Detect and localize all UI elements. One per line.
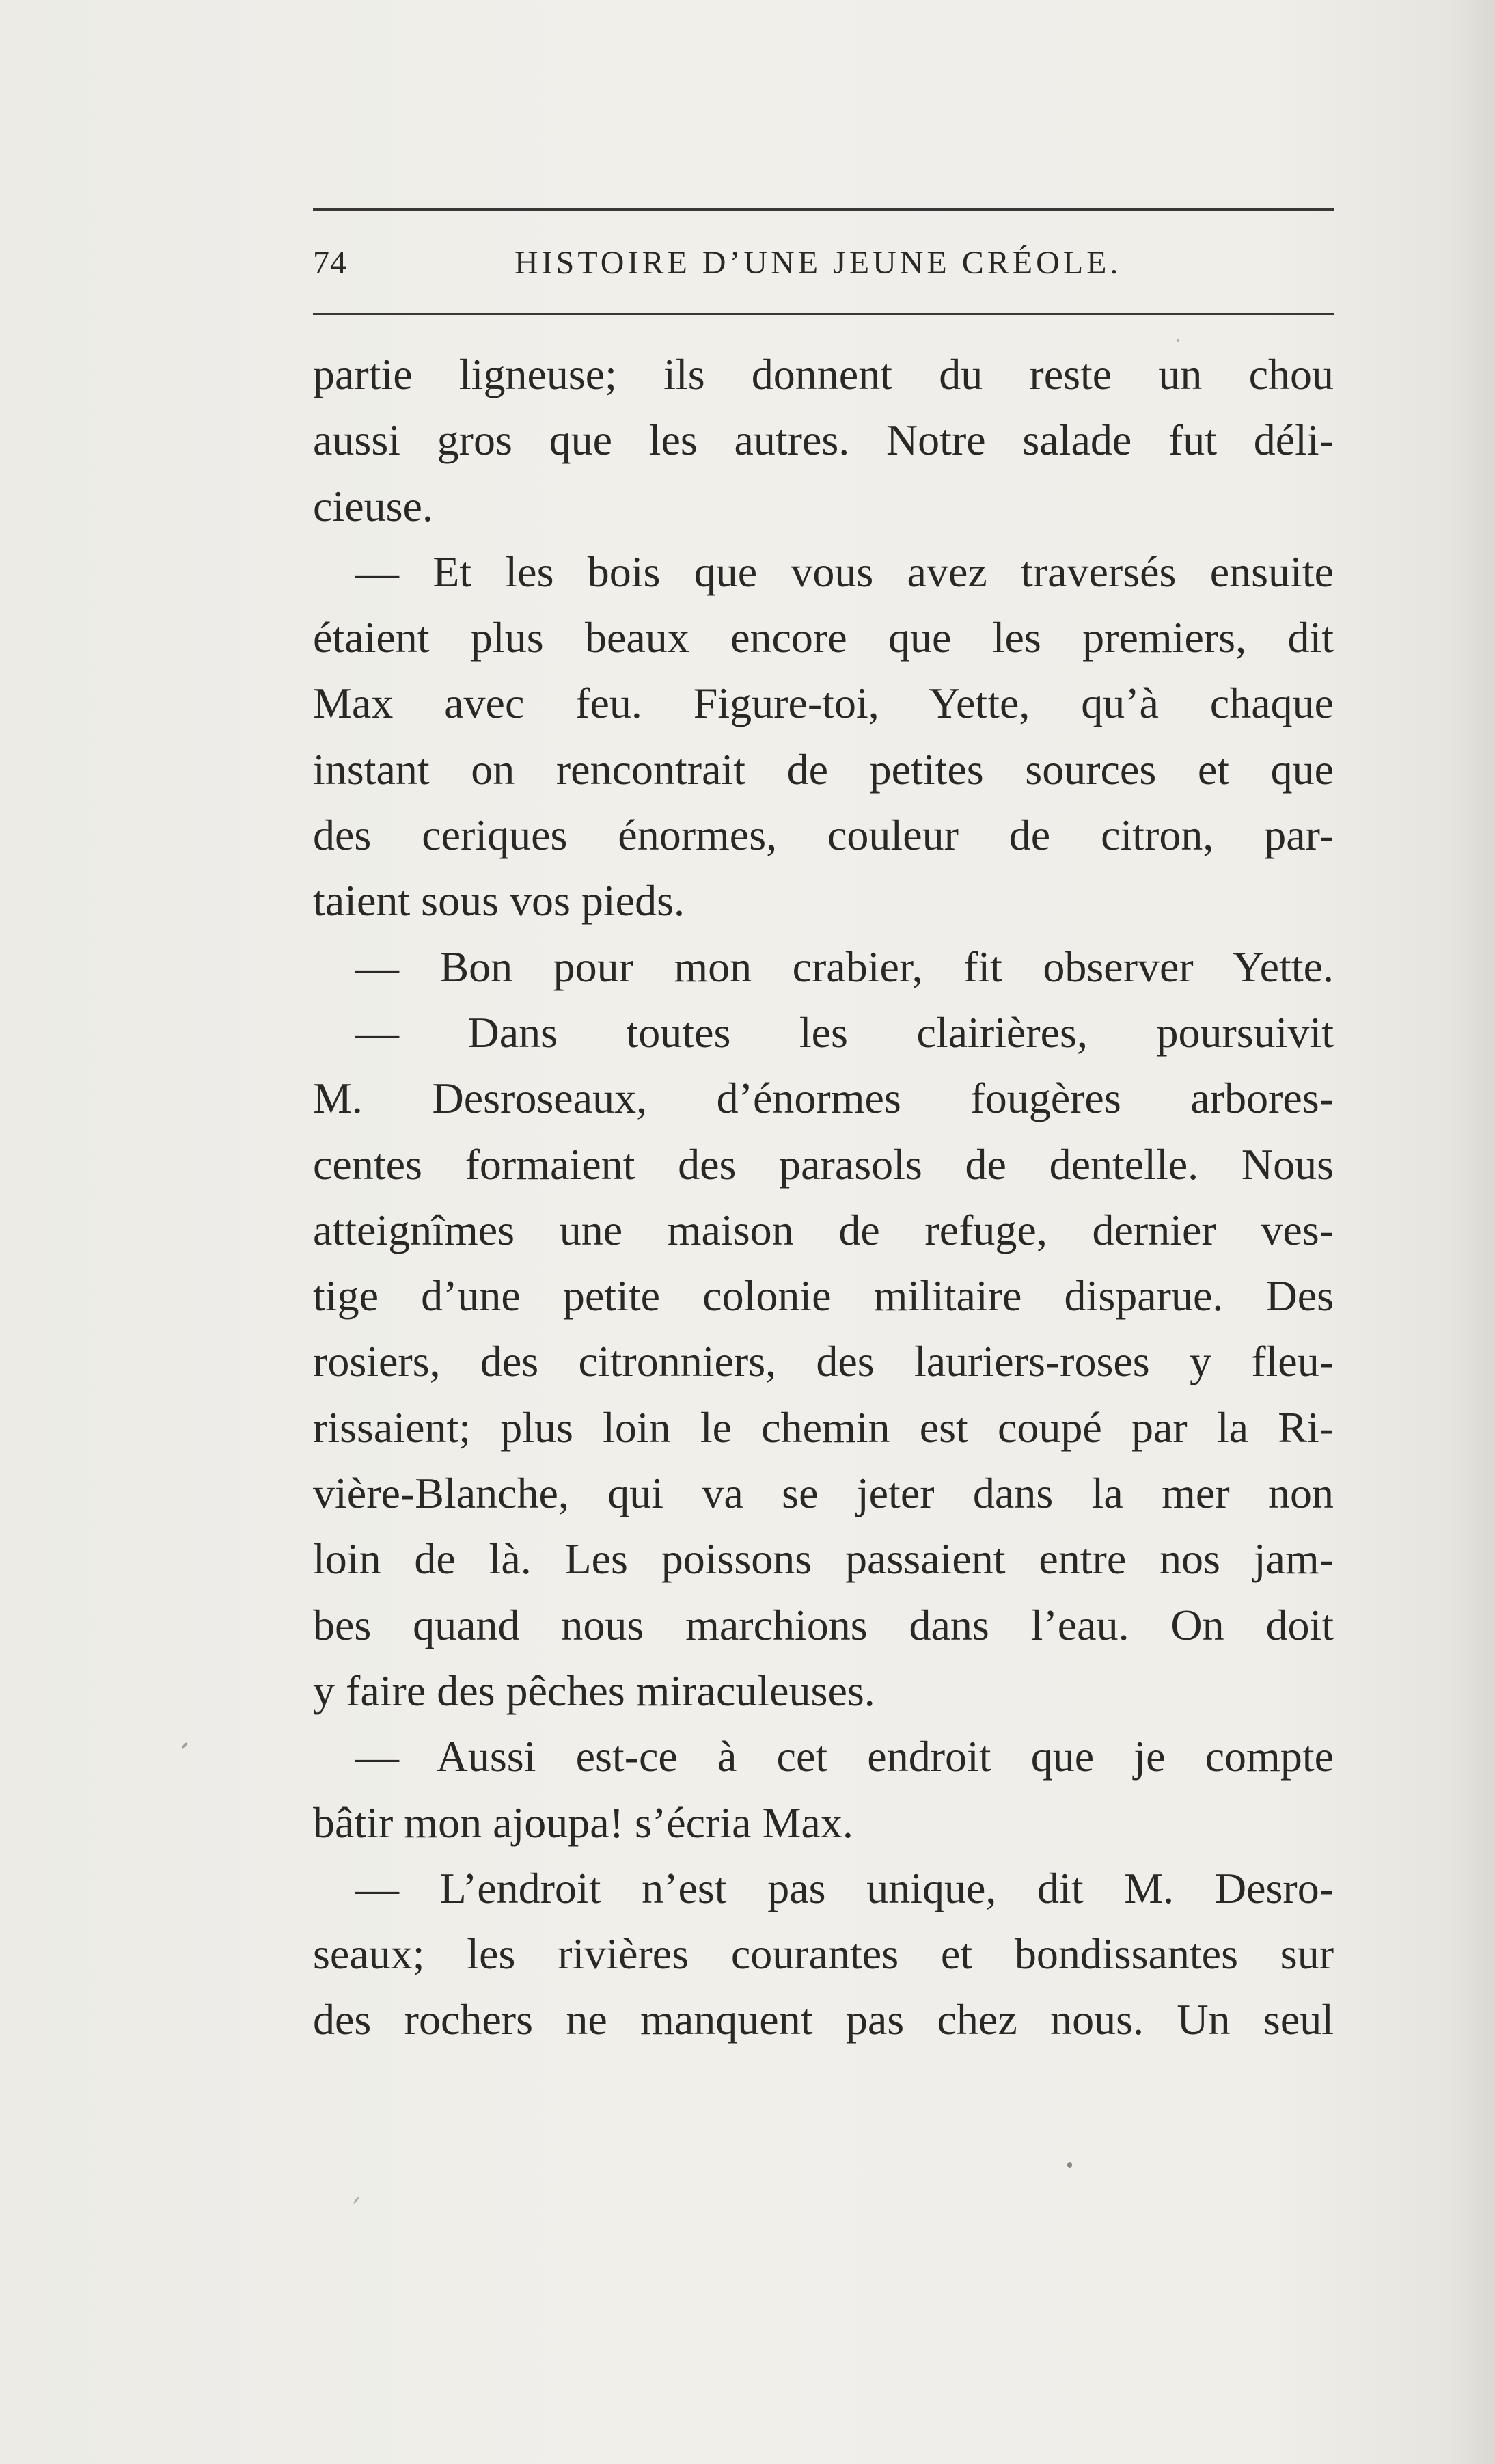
text-line: y faire des pêches miraculeuses. xyxy=(313,1666,875,1715)
text-line: — Bon pour mon crabier, fit observer Yette. xyxy=(355,942,1334,991)
header-rule-top xyxy=(313,208,1334,211)
text-line: — Dans toutes les clairières, poursuivit xyxy=(355,1007,1334,1057)
page-number: 74 xyxy=(313,245,347,281)
paper-speck xyxy=(353,2196,359,2204)
text-line: étaient plus beaux encore que les premiers, dit xyxy=(313,613,1334,662)
text-line: centes formaient des parasols de dentelle. Nous xyxy=(313,1139,1334,1189)
text-line: seaux; les rivières courantes et bondissantes sur xyxy=(313,1930,1334,1979)
header-rule-bottom xyxy=(313,313,1334,315)
text-line: rissaient; plus loin le chemin est coupé par la Ri- xyxy=(313,1403,1334,1452)
text-line: des rochers ne manquent pas chez nous. Un seul xyxy=(313,1995,1334,2044)
text-line: vière-Blanche, qui va se jeter dans la mer non xyxy=(313,1469,1334,1518)
paper-speck xyxy=(181,1742,189,1750)
body-text xyxy=(313,342,1334,2053)
text-line: instant on rencontrait de petites sources et que xyxy=(313,744,1334,794)
text-line: aussi gros que les autres. Notre salade fut déli- xyxy=(313,416,1334,465)
text-line: rosiers, des citronniers, des lauriers-roses y fleu- xyxy=(313,1337,1334,1386)
text-line: bes quand nous marchions dans l’eau. On doit xyxy=(313,1600,1334,1649)
text-line: M. Desroseaux, d’énormes fougères arbores- xyxy=(313,1074,1334,1123)
text-line: loin de là. Les poissons passaient entre nos jam- xyxy=(313,1534,1334,1584)
text-line: taient sous vos pieds. xyxy=(313,876,685,925)
paper-speck xyxy=(1067,2162,1072,2168)
paper-speck xyxy=(1177,339,1179,342)
text-line: Max avec feu. Figure-toi, Yette, qu’à chaque xyxy=(313,679,1334,728)
text-line: atteignîmes une maison de refuge, dernier ves- xyxy=(313,1205,1334,1254)
running-title: HISTOIRE D’UNE JEUNE CRÉOLE. xyxy=(515,245,1122,281)
running-head xyxy=(313,236,1334,290)
text-line: — Et les bois que vous avez traversés ensuite xyxy=(355,547,1334,596)
text-line: — L’endroit n’est pas unique, dit M. Desro- xyxy=(355,1863,1334,1912)
text-line: partie ligneuse; ils donnent du reste un chou xyxy=(313,350,1334,398)
text-line: tige d’une petite colonie militaire disparue. Des xyxy=(313,1271,1334,1321)
text-line: cieuse. xyxy=(313,481,433,530)
text-line: des ceriques énormes, couleur de citron, par- xyxy=(313,811,1334,860)
text-line: bâtir mon ajoupa! s’écria Max. xyxy=(313,1798,853,1847)
text-line: — Aussi est-ce à cet endroit que je compte xyxy=(355,1732,1334,1781)
